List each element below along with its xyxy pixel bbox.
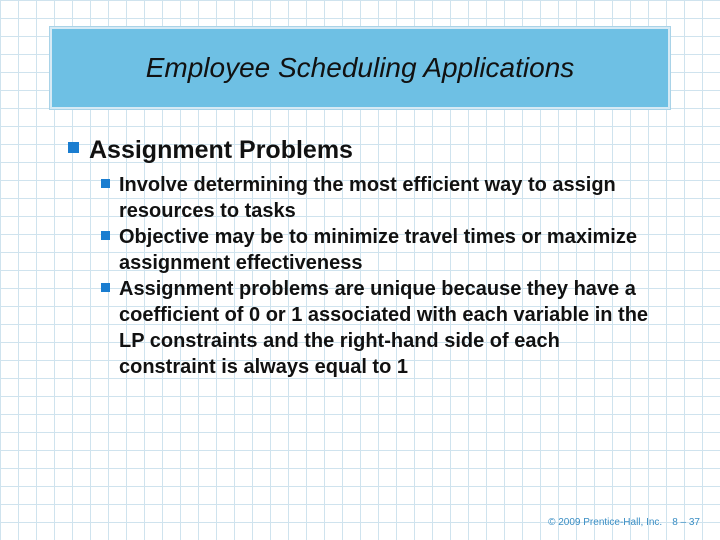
- square-bullet-icon: [68, 142, 79, 153]
- footer-copyright: © 2009 Prentice-Hall, Inc.: [548, 517, 663, 528]
- sub-bullet-list: [101, 172, 681, 380]
- footer-page-number: 8 – 37: [672, 517, 700, 528]
- square-bullet-icon: [101, 231, 110, 240]
- sub-bullet-item: [101, 224, 681, 276]
- sub-bullet-text: Objective may be to minimize travel times or maximize assignment effectiveness: [119, 226, 637, 274]
- main-bullet: [68, 135, 688, 165]
- slide-title: Employee Scheduling Applications: [145, 52, 575, 83]
- square-bullet-icon: [101, 283, 110, 292]
- title-banner: [50, 27, 670, 109]
- square-bullet-icon: [101, 179, 110, 188]
- sub-bullet-text: Involve determining the most efficient way to assign resources to tasks: [119, 174, 616, 222]
- sub-bullet-item: [101, 172, 681, 224]
- sub-bullet-text: Assignment problems are unique because they have a coefficient of 0 or 1 associated with each variable in the LP constraints and the right-hand side of each constraint is always equal to 1: [119, 278, 649, 378]
- slide-footer: [548, 517, 700, 528]
- main-bullet-text: Assignment Problems: [89, 136, 353, 164]
- sub-bullet-item: [101, 276, 681, 380]
